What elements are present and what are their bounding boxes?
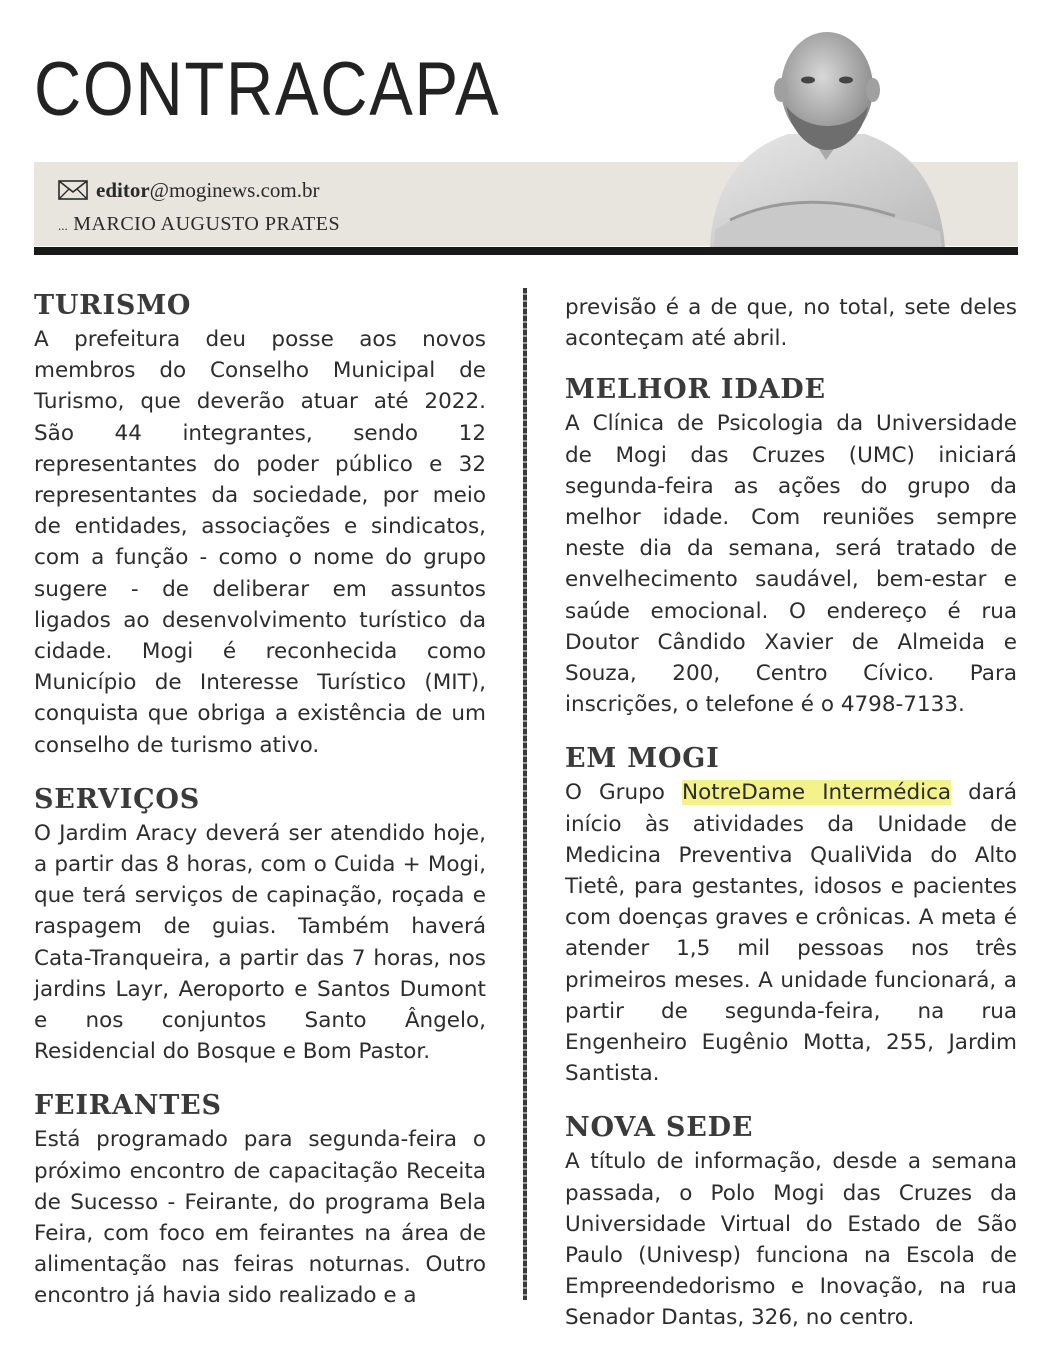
columnist-photo (690, 20, 965, 249)
article-servicos (34, 782, 486, 1068)
body-before: O Grupo (565, 780, 682, 806)
right-column (565, 292, 1017, 1355)
article-body: previsão é a de que, no total, sete deles aconteçam até abril. (565, 295, 1017, 352)
article-body: O Jardim Aracy deverá ser atendido hoje, a partir das 8 horas, com o Cuida + Mogi, que terá serviços de capinação, roçada e raspagem de guias. Também haverá Cata-Tranqueira, a partir das 7 horas, nos jardins Layr, Aeroporto e Santos Dumont e nos conjuntos Santo Ângelo, Residencial do Bosque e Bom Pastor. (34, 820, 486, 1065)
article-melhor-idade (565, 372, 1017, 720)
body-after: dará início às atividades da Unidade de Medicina Preventiva QualiVida do Alto Tietê, para gestantes, idosos e pacientes com doenças graves e crônicas. A meta é atender 1,5 mil pessoas nos três primeiros meses. A unidade funcionará, a partir de segunda-feira, na rua Engenheiro Eugênio Motta, 255, Jardim Santista. (565, 780, 1017, 1087)
envelope-icon (58, 180, 88, 200)
article-title: TURISMO (34, 290, 192, 321)
article-feirantes (34, 1088, 486, 1311)
email-user: editor (96, 177, 150, 202)
author-name: MARCIO AUGUSTO PRATES (73, 213, 341, 235)
article-title: SERVIÇOS (34, 783, 201, 815)
editor-email[interactable] (58, 176, 319, 204)
article-title: MELHOR IDADE (565, 374, 826, 406)
author-prefix: ... (58, 218, 68, 233)
highlighted-text: NotreDame Intermédica (681, 780, 952, 806)
article-body (565, 777, 1017, 1089)
article-title: EM MOGI (565, 743, 720, 775)
article-turismo (34, 288, 486, 761)
article-body: A Clínica de Psicologia da Universidade de Mogi das Cruzes (UMC) iniciará segunda-feira as ações do grupo da melhor idade. Com reuniões sempre neste dia da semana, será tratado de envelhecimento saudável, bem-estar e saúde emocional. O endereço é rua Doutor Cândido Xavier de Almeida e Souza, 200, Centro Cívico. Para inscrições, o telefone é o 4798-7133. (565, 411, 1017, 718)
email-domain: @moginews.com.br (149, 177, 320, 202)
article-body: A título de informação, desde a semana passada, o Polo Mogi das Cruzes da Universidade Virtual do Estado de São Paulo (Univesp) funciona na Escola de Empreendedorismo e Inovação, na rua Senador Dantas, 326, no centro. (565, 1149, 1017, 1331)
article-feirantes-continued (565, 292, 1017, 354)
article-em-mogi (565, 741, 1017, 1089)
columnist-byline (58, 213, 340, 236)
article-body: Está programado para segunda-feira o próximo encontro de capacitação Receita de Sucesso - Feirante, do programa Bela Feira, com foco em feirantes na área de alimentação nas feiras noturnas. Outro encontro já havia sido realizado e a (34, 1127, 486, 1309)
article-title: NOVA SEDE (565, 1112, 754, 1144)
section-title: CONTRACAPA (34, 47, 501, 132)
column-divider (523, 288, 527, 1300)
article-body: A prefeitura deu posse aos novos membros do Conselho Municipal de Turismo, que deverão atuar até 2022. São 44 integrantes, sendo 12 representantes do poder público e 32 representantes da sociedade, por meio de entidades, associações e sindicatos, com a função - como o nome do grupo sugere - de deliberar em assuntos ligados ao desenvolvimento turístico da cidade. Mogi é reconhecida como Município de Interesse Turístico (MIT), conquista que obriga a existência de um conselho de turismo ativo. (34, 327, 486, 758)
article-title: FEIRANTES (34, 1090, 222, 1122)
left-column (34, 288, 486, 1333)
header-rule (34, 247, 1018, 255)
article-nova-sede (565, 1110, 1017, 1333)
